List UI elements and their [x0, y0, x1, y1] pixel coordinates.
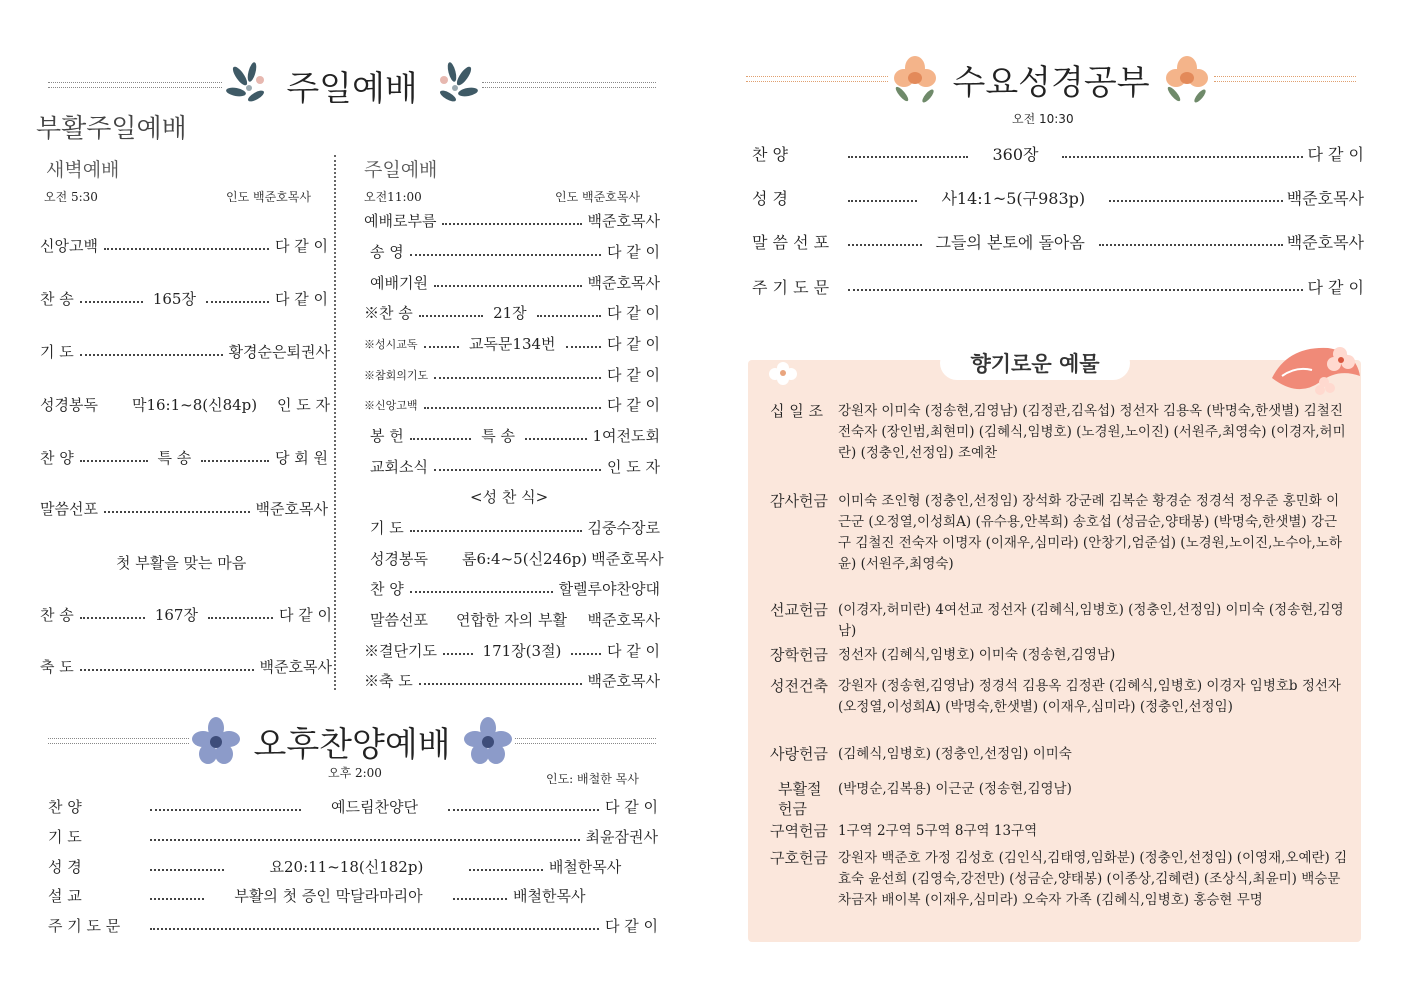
afternoon-item — [48, 885, 658, 906]
item-label: 송 영 — [370, 243, 404, 261]
sunday-item — [364, 210, 660, 231]
item-mid: 롬6:4~5(신246p) — [461, 550, 588, 568]
item-mid: 사14:1~5(구983p) — [941, 189, 1086, 208]
item-label: ※성시교독 — [364, 337, 418, 351]
item-right: 백준호목사 — [587, 274, 660, 292]
item-right: 황경순은퇴권사 — [228, 343, 330, 361]
blue-flower-icon — [461, 714, 515, 768]
item-label: 예배기원 — [370, 274, 428, 292]
afternoon-title: 오후찬양예배 — [253, 724, 451, 765]
item-right: 다 같 이 — [606, 642, 660, 660]
sunday-item — [364, 640, 660, 661]
sunday-item — [364, 670, 660, 691]
offering-names: 정선자 (김혜식,임병호) 이미숙 (정송현,김영남) — [838, 647, 1116, 663]
wednesday-title-row — [746, 52, 1356, 106]
title-rule-left — [48, 82, 222, 88]
item-mid: 167장 — [154, 606, 198, 624]
dawn-item — [40, 447, 328, 468]
offering-category: 장학헌금 — [770, 646, 828, 664]
dawn-sermon-title: 첫 부활을 맞는 마음 — [116, 554, 247, 572]
offering-category: 선교헌금 — [770, 601, 828, 619]
item-label: 기 도 — [40, 343, 74, 361]
item-right: 백준호목사 — [259, 658, 332, 676]
sunday-item — [370, 548, 664, 569]
offering-category: 구역헌금 — [770, 822, 828, 840]
item-label: 주 기 도 문 — [48, 917, 121, 935]
item-right: 다 같 이 — [606, 243, 660, 261]
item-right: 백준호목사 — [1286, 189, 1364, 208]
item-label: ※결단기도 — [364, 642, 437, 660]
sunday-item — [370, 456, 660, 477]
offering-row — [770, 600, 1350, 642]
title-rule-left — [48, 738, 189, 744]
afternoon-item — [48, 796, 658, 817]
item-label: 찬 송 — [40, 290, 74, 308]
sunday-item — [370, 517, 660, 538]
item-label: 교회소식 — [370, 458, 428, 476]
item-label: 기 도 — [48, 828, 82, 846]
item-label: 봉 헌 — [370, 427, 404, 445]
offering-category: 사랑헌금 — [770, 745, 828, 763]
item-right: 다 같 이 — [604, 917, 658, 935]
sunday-item — [370, 241, 660, 262]
item-label: 축 도 — [40, 658, 74, 676]
sunday-item — [370, 425, 660, 446]
sunday-item — [364, 394, 660, 415]
offering-names: 강원자 (정송현,김영남) 정경석 김용옥 김정관 (김혜식,임병호) 이경자 임병호b 정선자 (오정열,이성희A) (박명숙,한샛별) (이재우,심미라) (정충인,선정임) — [838, 678, 1341, 715]
dawn-item — [40, 235, 328, 256]
offering-row — [770, 401, 1350, 464]
offering-category: 십 일 조 — [770, 402, 824, 420]
offering-names: 이미숙 조인형 (정충인,선정임) 장석화 강군례 김복순 황경순 정경석 정우준 홍민화 이근군 (오정열,이성희A) (유수용,안복희) 송호섭 (성금순,양태봉) (박명숙,한샛별) 강근구 김철진 전숙자 이명자 (이재우,심미라) (안창기,엄준섭) (노경원,노이진,노수아,노하윤) (서원주,최영숙) — [838, 493, 1342, 572]
item-label: 말씀선포 — [40, 500, 98, 518]
item-right: 최윤잠권사 — [585, 828, 658, 846]
item-right: 다 같 이 — [279, 606, 333, 624]
item-right: 다 같 이 — [606, 304, 660, 322]
wednesday-item — [752, 275, 1364, 298]
offering-names: (이경자,허미란) 4여선교 정선자 (김혜식,임병호) (정충인,선정임) 이미숙 (정송현,김영남) — [838, 602, 1344, 639]
dawn-item — [40, 394, 330, 415]
item-mid: 그들의 본토에 돌아옴 — [935, 233, 1085, 252]
item-mid: 360장 — [992, 145, 1039, 164]
wednesday-item — [752, 142, 1364, 165]
offering-row — [770, 676, 1350, 718]
dawn-item — [40, 656, 332, 677]
peach-flower-icon — [1160, 52, 1214, 106]
peach-flower-icon — [766, 360, 800, 386]
leaf-ornament-icon — [428, 58, 482, 112]
item-label: 주 기 도 문 — [752, 278, 830, 297]
wednesday-item — [752, 230, 1364, 253]
item-label: 성경봉독 — [370, 550, 428, 568]
item-right: 김중수장로 — [587, 519, 660, 537]
item-mid: 예드림찬양단 — [331, 798, 418, 816]
item-label: 기 도 — [370, 519, 404, 537]
afternoon-time: 오후 2:00 — [328, 766, 382, 780]
item-mid: 연합한 자의 부활 — [455, 611, 567, 629]
item-right: 백준호목사 — [255, 500, 328, 518]
dawn-item — [40, 604, 332, 625]
offering-category: 성전건축 — [770, 677, 828, 695]
sunday-item — [370, 609, 660, 630]
offering-row — [770, 779, 1350, 819]
offering-names: (박명순,김복용) 이근군 (정송현,김영남) — [838, 781, 1072, 797]
item-label: 찬 송 — [40, 606, 74, 624]
title-rule-right — [482, 82, 656, 88]
offering-category: 구호헌금 — [770, 849, 828, 867]
item-right: 당 회 원 — [275, 449, 329, 467]
item-mid: 특 송 — [157, 449, 192, 467]
item-label: ※신앙고백 — [364, 398, 418, 412]
easter-subtitle: 부활주일예배 — [36, 114, 187, 144]
sunday-heading: 주일예배 — [364, 159, 438, 181]
sunday-time: 오전11:00 — [364, 190, 422, 204]
sunday-leader: 인도 백준호목사 — [555, 190, 640, 204]
offering-row — [770, 848, 1350, 911]
item-label: 찬 양 — [40, 449, 74, 467]
item-label: 찬 양 — [752, 145, 788, 164]
sunday-title-row — [48, 58, 656, 112]
item-label: 말 씀 선 포 — [752, 233, 830, 252]
item-right: 백준호목사 — [1286, 233, 1364, 252]
item-mid: 165장 — [152, 290, 196, 308]
sunday-main-title: 주일예배 — [286, 68, 418, 109]
item-right: 다 같 이 — [1307, 278, 1364, 297]
item-right: 다 같 이 — [606, 335, 660, 353]
item-mid: 특 송 — [481, 427, 515, 445]
dawn-item — [40, 341, 330, 362]
dawn-heading: 새벽예배 — [46, 159, 120, 181]
item-mid: 요20:11~18(신182p) — [269, 858, 424, 876]
offering-title: 향기로운 예물 — [940, 346, 1130, 380]
item-right: 배철한목사 — [513, 887, 586, 905]
title-rule-left — [746, 76, 888, 82]
item-label: ※찬 송 — [364, 304, 413, 322]
dawn-time: 오전 5:30 — [44, 190, 98, 204]
offering-names: 강원자 이미숙 (정송현,김영남) (김정관,김옥섭) 정선자 김용옥 (박명숙,한샛별) 김철진 전숙자 (장인범,최현미) (김혜식,임병호) (노경원,노이진) (서원주,최영숙) (이경자,허미란) (정충인,선정임) 조예찬 — [838, 403, 1346, 461]
item-right: 백준호목사 — [591, 550, 664, 568]
communion-heading: <성 찬 식> — [470, 488, 549, 506]
offering-names: (김혜식,임병호) (정충인,선정임) 이미숙 — [838, 746, 1072, 762]
item-right: 다 같 이 — [606, 396, 660, 414]
sunday-item — [364, 364, 660, 385]
dawn-item — [40, 288, 328, 309]
column-divider — [334, 155, 336, 690]
afternoon-item — [48, 856, 658, 877]
offering-names: 강원자 백준호 가정 김성호 (김인식,김태영,임화분) (정충인,선정임) (이영재,오예란) 김효숙 윤선희 (김영숙,강전만) (성금순,양태봉) (이종상,김혜련) (조상식,최윤미) 백승문 차금자 배이복 (이재우,심미라) 오숙자 가족 (김혜식,임병호) 홍승현 무명 — [838, 850, 1348, 908]
item-right: 백준호목사 — [587, 212, 660, 230]
offering-row — [770, 744, 1350, 765]
item-right: 다 같 이 — [275, 290, 329, 308]
item-right: 인 도 자 — [276, 396, 330, 414]
title-rule-right — [515, 738, 656, 744]
peach-flower-icon — [1268, 338, 1364, 402]
item-label: 예배로부름 — [364, 212, 437, 230]
item-mid: 171장(3절) — [482, 642, 562, 660]
item-label: ※참회의기도 — [364, 368, 429, 382]
wednesday-time: 오전 10:30 — [1012, 112, 1074, 126]
offering-row — [770, 645, 1350, 666]
title-rule-right — [1214, 76, 1356, 82]
wednesday-item — [752, 186, 1364, 209]
afternoon-item — [48, 826, 658, 847]
leaf-ornament-icon — [222, 58, 276, 112]
peach-flower-icon — [888, 52, 942, 106]
item-right: 배철한목사 — [548, 858, 622, 876]
item-label: 성 경 — [48, 858, 82, 876]
sunday-item — [370, 578, 660, 599]
item-right: 할렐루야찬양대 — [558, 580, 660, 598]
item-right: 다 같 이 — [274, 237, 328, 255]
wednesday-title: 수요성경공부 — [952, 62, 1150, 103]
item-mid: 부활의 첫 증인 막달라마리아 — [234, 887, 423, 905]
item-label: 신앙고백 — [40, 237, 98, 255]
dawn-leader: 인도 백준호목사 — [226, 190, 311, 204]
item-right: 1여전도회 — [592, 427, 661, 445]
item-mid: 21장 — [493, 304, 527, 322]
item-label: 찬 양 — [370, 580, 404, 598]
item-label: ※축 도 — [364, 672, 413, 690]
item-label: 말씀선포 — [370, 611, 428, 629]
item-right: 백준호목사 — [587, 672, 660, 690]
offering-row — [770, 491, 1350, 575]
sunday-item — [364, 333, 660, 354]
item-right: 인 도 자 — [606, 458, 660, 476]
afternoon-leader: 인도: 배철한 목사 — [546, 772, 639, 786]
offering-row — [770, 821, 1350, 842]
offering-category: 부활절 헌금 — [778, 780, 822, 818]
item-label: 찬 양 — [48, 798, 82, 816]
item-mid: 막16:1~8(신84p) — [131, 396, 258, 414]
item-label: 성경봉독 — [40, 396, 98, 414]
dawn-item — [40, 498, 328, 519]
afternoon-title-row — [48, 714, 656, 768]
item-mid: 교독문134번 — [468, 335, 556, 353]
offering-category: 감사헌금 — [770, 492, 828, 510]
sunday-item — [364, 302, 660, 323]
item-right: 백준호목사 — [587, 611, 660, 629]
item-label: 성 경 — [752, 189, 788, 208]
item-label: 설 교 — [48, 887, 82, 905]
afternoon-item — [48, 915, 658, 936]
item-right: 다 같 이 — [1307, 145, 1364, 164]
item-right: 다 같 이 — [606, 366, 660, 384]
offering-names: 1구역 2구역 5구역 8구역 13구역 — [838, 823, 1038, 839]
item-right: 다 같 이 — [604, 798, 658, 816]
sunday-item — [370, 272, 660, 293]
blue-flower-icon — [189, 714, 243, 768]
